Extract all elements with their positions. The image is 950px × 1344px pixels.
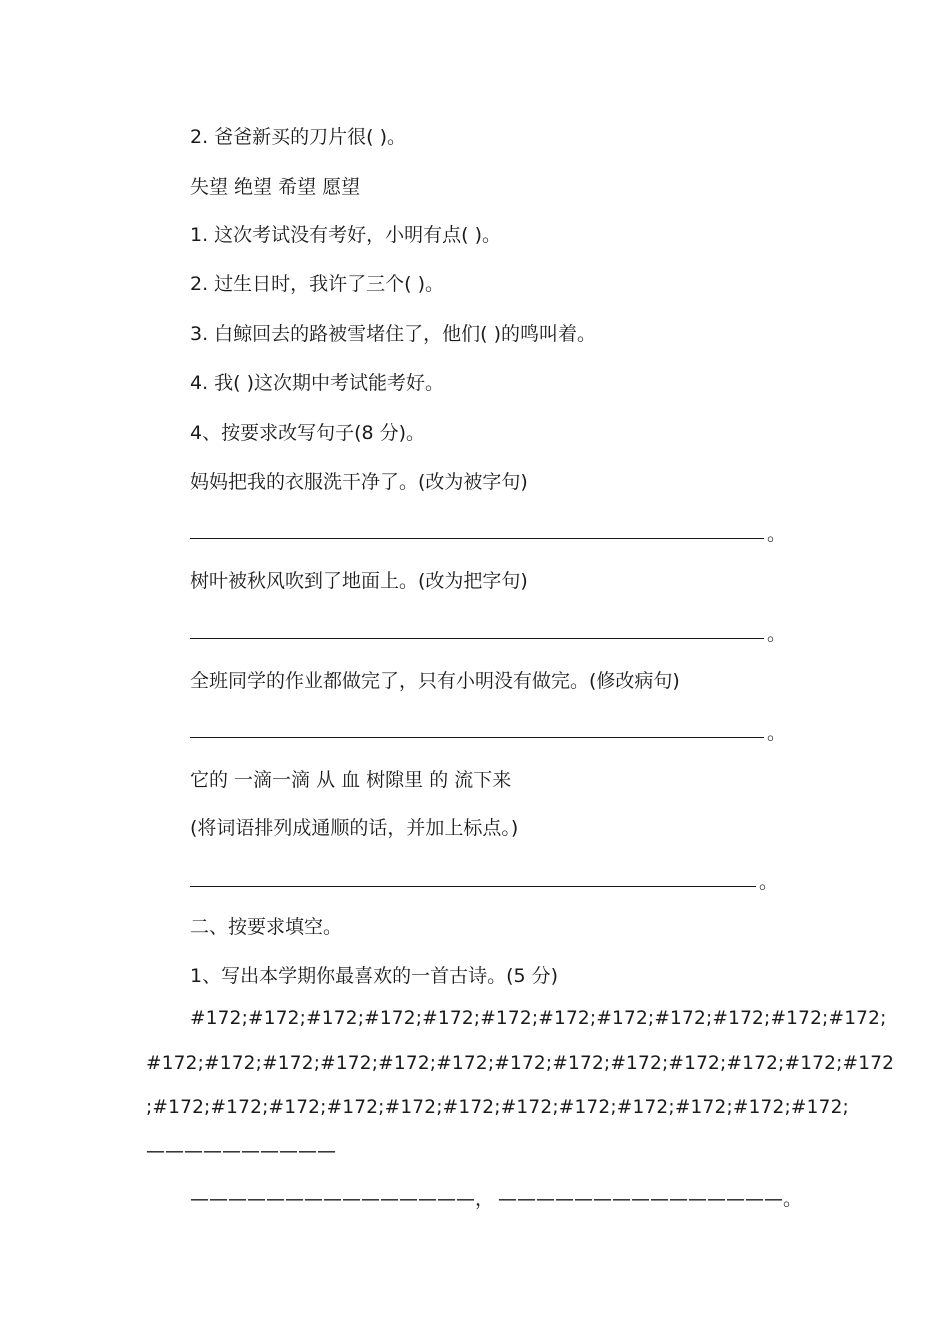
poem-blank-left[interactable]: ———————————————， — [190, 1188, 495, 1210]
period-mark: 。 — [767, 623, 787, 645]
answer-underline — [190, 638, 764, 639]
garbled-text: #172;#172;#172;#172;#172;#172;#172;#172;#172;#172;#172;#172;#172 — [146, 1053, 895, 1074]
question-line: 2. 过生日时，我许了三个( )。 — [190, 273, 445, 295]
section-heading: 4、按要求改写句子(8 分)。 — [190, 422, 426, 444]
garbled-text: ;#172;#172;#172;#172;#172;#172;#172;#172;#172;#172;#172;#172; — [146, 1097, 849, 1118]
question-line: 树叶被秋风吹到了地面上。(改为把字句) — [190, 570, 528, 592]
dash-line: —————————— — [146, 1140, 336, 1162]
question-instruction: (将词语排列成通顺的话，并加上标点。) — [190, 817, 519, 839]
section-heading: 二、按要求填空。 — [190, 916, 343, 938]
answer-underline — [190, 737, 764, 738]
answer-underline — [190, 886, 756, 887]
question-line: 4. 我( )这次期中考试能考好。 — [190, 372, 445, 394]
poem-blank-right[interactable]: ———————————————。 — [498, 1188, 803, 1210]
answer-underline — [190, 538, 764, 539]
garbled-text: #172;#172;#172;#172;#172;#172;#172;#172;#172;#172;#172;#172; — [190, 1008, 887, 1029]
question-line: 3. 白鲸回去的路被雪堵住了，他们( )的鸣叫着。 — [190, 323, 597, 345]
period-mark: 。 — [759, 871, 779, 893]
question-line: 2. 爸爸新买的刀片很( )。 — [190, 126, 407, 148]
question-line: 1. 这次考试没有考好，小明有点( )。 — [190, 224, 502, 246]
period-mark: 。 — [767, 523, 787, 545]
question-line: 1、写出本学期你最喜欢的一首古诗。(5 分) — [190, 965, 559, 987]
period-mark: 。 — [767, 722, 787, 744]
question-line: 妈妈把我的衣服洗干净了。(改为被字句) — [190, 471, 528, 493]
question-line: 全班同学的作业都做完了，只有小明没有做完。(修改病句) — [190, 670, 680, 692]
question-line: 它的 一滴一滴 从 血 树隙里 的 流下来 — [190, 769, 512, 791]
word-bank: 失望 绝望 希望 愿望 — [190, 176, 361, 198]
